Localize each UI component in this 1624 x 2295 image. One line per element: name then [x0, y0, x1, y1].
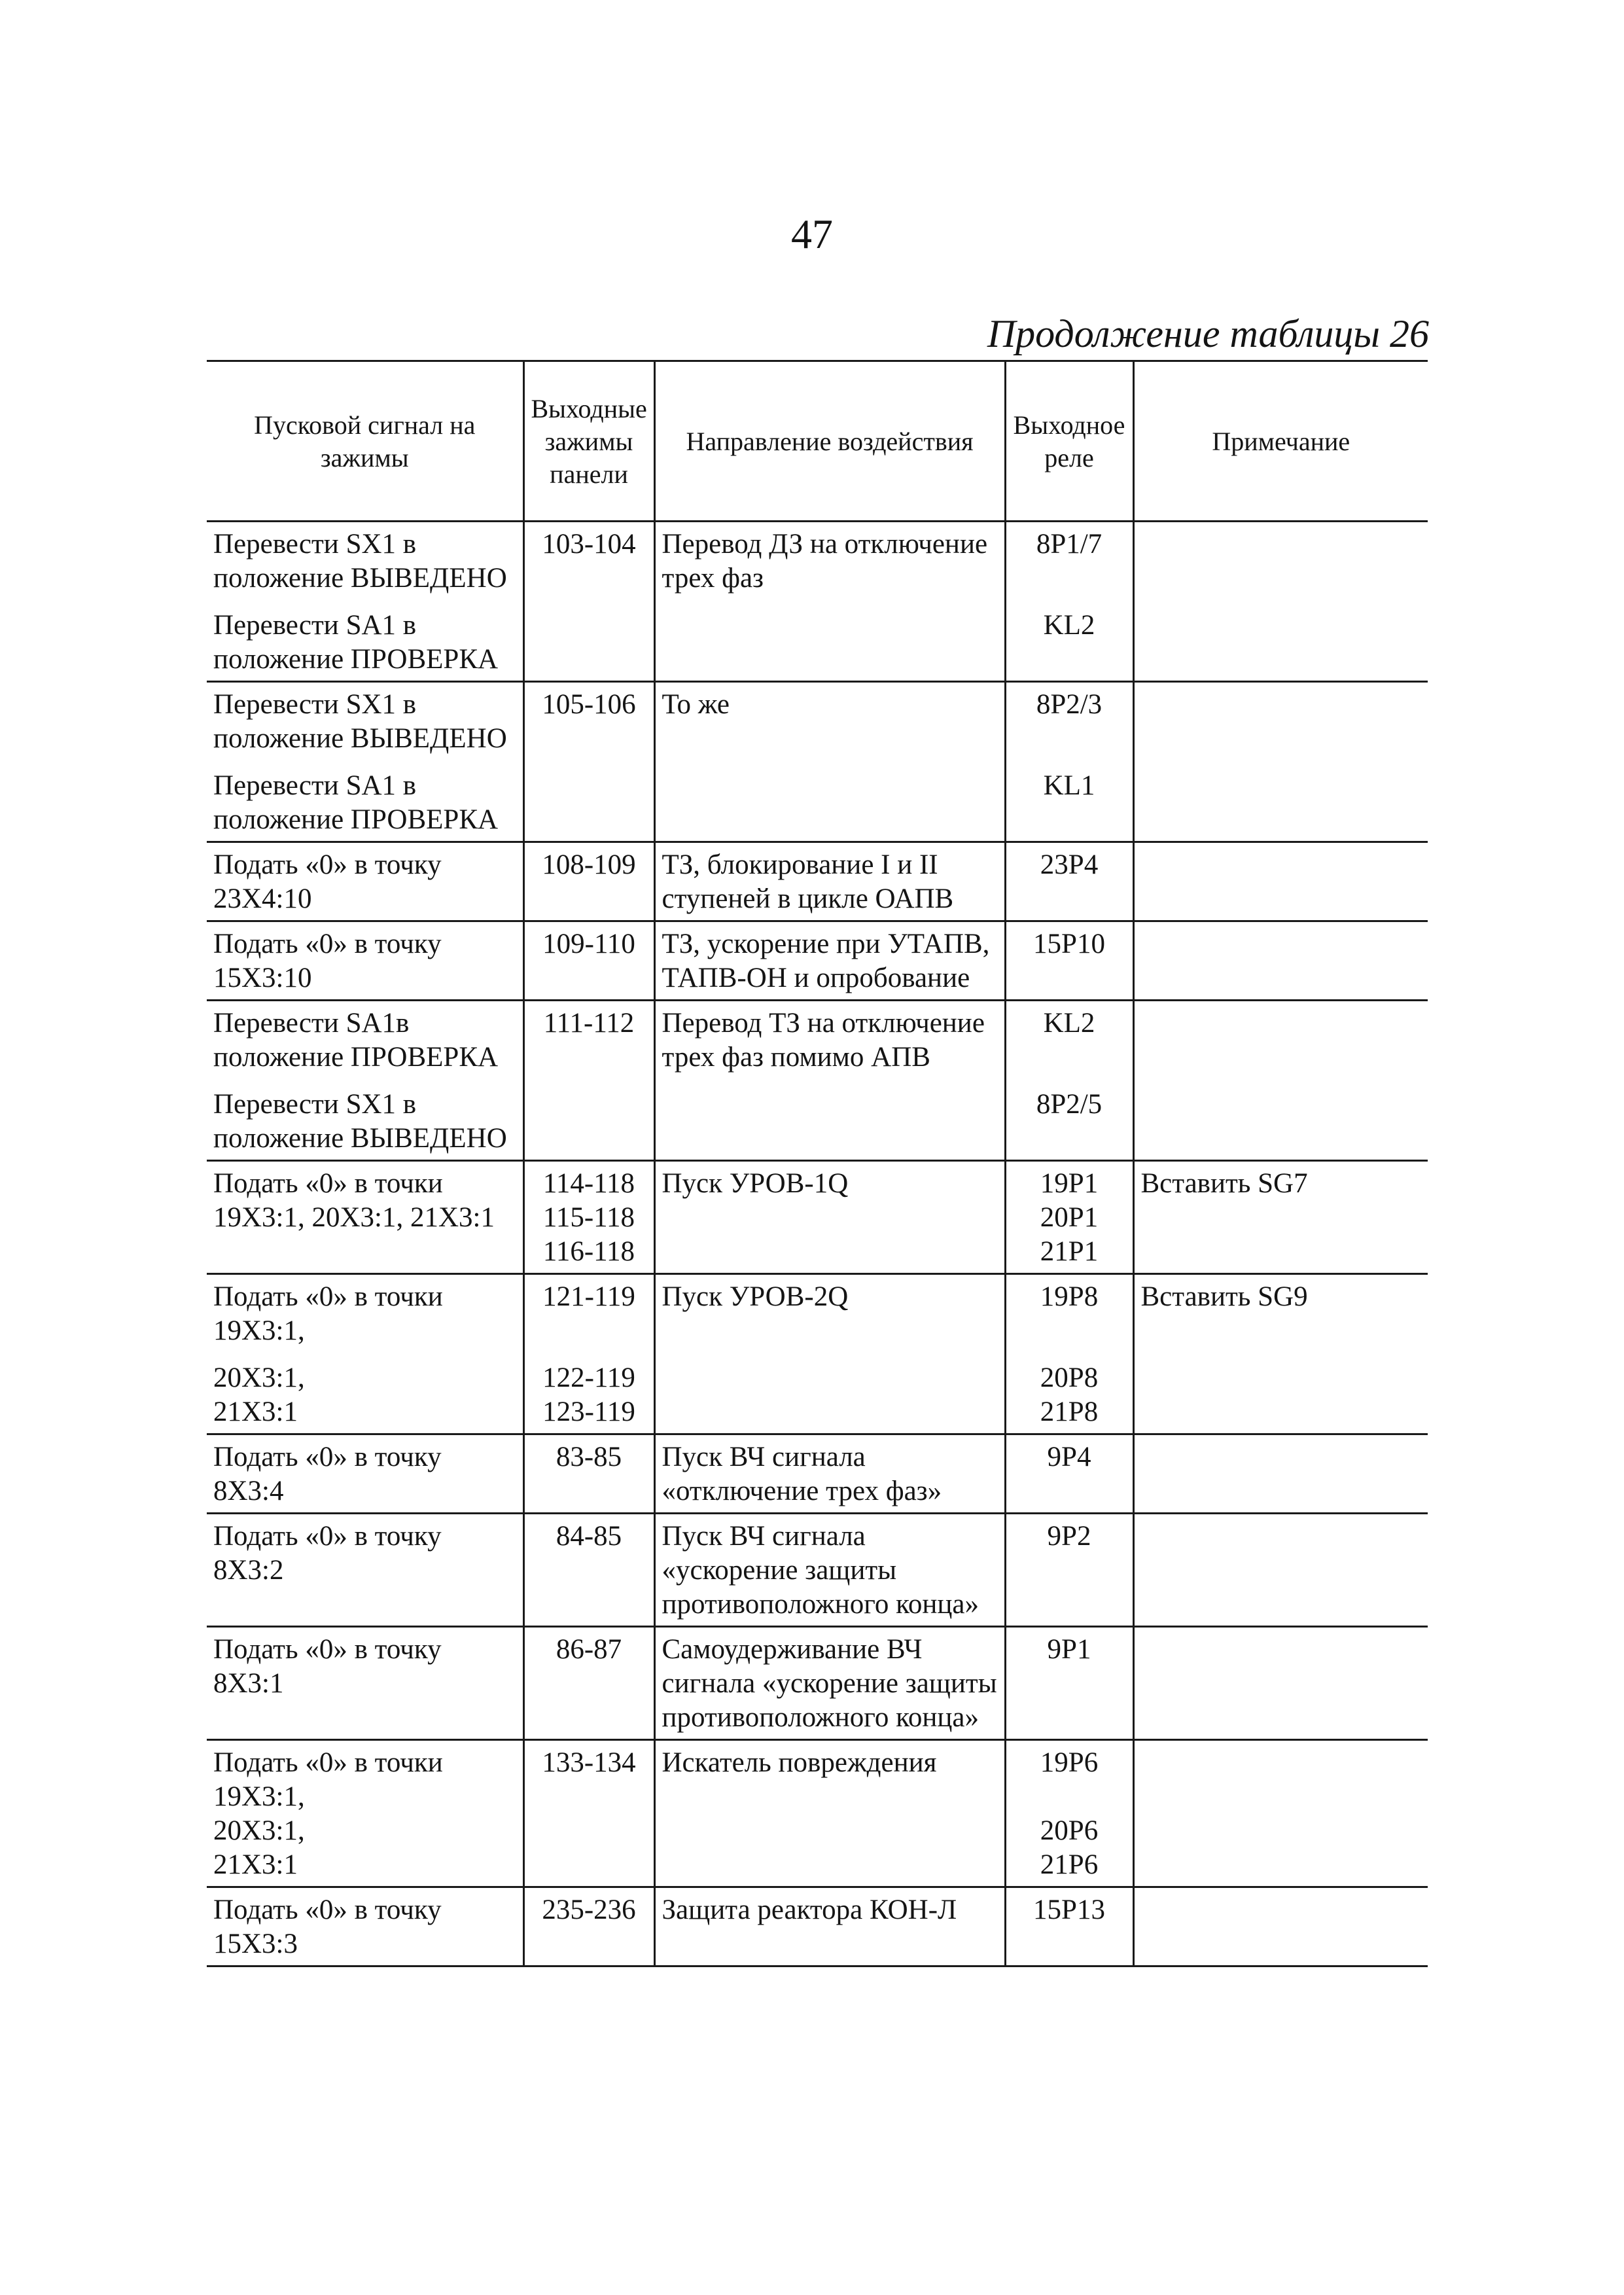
terminal-value: 86-87	[556, 1634, 622, 1665]
signal-line: Подать «0» в точку 8X3:2	[213, 1521, 442, 1586]
signal-cell	[207, 1740, 523, 1887]
action-cell: Пуск УРОВ-2Q	[654, 1274, 1005, 1434]
action-cell: Пуск ВЧ сигнала «ускорение защиты противоположного конца»	[654, 1514, 1005, 1627]
table-row	[207, 1740, 1428, 1887]
relay-value: 15Р10	[1033, 929, 1105, 959]
relay-value: 9Р1	[1047, 1634, 1091, 1665]
relay-cell	[1005, 522, 1133, 682]
signal-line: Подать «0» в точки 19X3:1,	[213, 1747, 443, 1812]
note-cell	[1133, 1514, 1428, 1627]
note-cell	[1133, 921, 1428, 1001]
table-row	[207, 921, 1428, 1001]
signal-line: Перевести SA1 в положение ПРОВЕРКА	[213, 770, 499, 835]
relay-cell	[1005, 1274, 1133, 1434]
terminals-cell	[523, 1434, 654, 1514]
terminals-cell	[523, 682, 654, 842]
action-cell: Пуск ВЧ сигнала «отключение трех фаз»	[654, 1434, 1005, 1514]
signal-line: 20X3:1,	[213, 1362, 305, 1393]
header-note: Примечание	[1133, 361, 1428, 522]
relay-value: 21Р8	[1040, 1397, 1099, 1427]
header-start-signal: Пусковой сигнал на зажимы	[207, 361, 523, 522]
action-cell: Пуск УРОВ-1Q	[654, 1161, 1005, 1274]
terminal-value: 116-118	[542, 1236, 635, 1267]
terminals-cell	[523, 842, 654, 921]
note-cell	[1133, 1001, 1428, 1161]
table-row	[207, 1001, 1428, 1161]
signal-line: Перевести SA1 в положение ПРОВЕРКА	[213, 610, 499, 675]
terminal-value: 235-236	[542, 1895, 636, 1925]
signal-line: Подать «0» в точку 8X3:4	[213, 1442, 442, 1506]
table-row	[207, 1434, 1428, 1514]
action-cell: ТЗ, ускорение при УТАПВ, ТАПВ-ОН и опробование	[654, 921, 1005, 1001]
note-cell	[1133, 1887, 1428, 1966]
terminals-cell	[523, 1274, 654, 1434]
relay-value: 9Р2	[1047, 1521, 1091, 1552]
table-row	[207, 1887, 1428, 1966]
terminal-value: 105-106	[542, 689, 636, 720]
relay-value: KL1	[1043, 770, 1095, 801]
table-row	[207, 522, 1428, 682]
signal-cell	[207, 1161, 523, 1274]
terminals-cell	[523, 1627, 654, 1740]
terminal-value: 114-118	[542, 1168, 635, 1199]
relay-cell	[1005, 842, 1133, 921]
terminals-cell	[523, 1161, 654, 1274]
table-row	[207, 1627, 1428, 1740]
terminal-value: 103-104	[542, 529, 636, 560]
signal-line: Подать «0» в точки 19X3:1,	[213, 1281, 443, 1346]
action-cell: Самоудерживание ВЧ сигнала «ускорение защиты противоположного конца»	[654, 1627, 1005, 1740]
header-action-direction: Направление воздействия	[654, 361, 1005, 522]
action-cell: Искатель повреждения	[654, 1740, 1005, 1887]
relay-value: 20Р6	[1040, 1815, 1099, 1846]
relay-value: 19Р1	[1040, 1168, 1099, 1199]
terminal-value: 121-119	[542, 1281, 635, 1312]
action-cell: Перевод ТЗ на отключение трех фаз помимо АПВ	[654, 1001, 1005, 1161]
signal-line: Подать «0» в точки 19X3:1, 20X3:1, 21X3:1	[213, 1168, 495, 1233]
relay-value: 15Р13	[1033, 1895, 1105, 1925]
table-row	[207, 842, 1428, 921]
terminal-value: 133-134	[542, 1747, 636, 1778]
relay-value: 21Р1	[1040, 1236, 1099, 1267]
relay-cell	[1005, 1161, 1133, 1274]
note-cell	[1133, 1627, 1428, 1740]
note-cell	[1133, 1434, 1428, 1514]
relay-value: 21Р6	[1040, 1849, 1099, 1880]
signal-cell	[207, 1274, 523, 1434]
terminal-value: 111-112	[543, 1008, 635, 1039]
relay-cell	[1005, 921, 1133, 1001]
terminal-value: 123-119	[542, 1397, 635, 1427]
header-output-terminals: Выходные зажимы панели	[523, 361, 654, 522]
signal-cell	[207, 1887, 523, 1966]
signal-cell	[207, 522, 523, 682]
signal-line: Перевести SX1 в положение ВЫВЕДЕНО	[213, 529, 507, 594]
signal-cell	[207, 1001, 523, 1161]
action-cell: Перевод ДЗ на отключение трех фаз	[654, 522, 1005, 682]
note-cell	[1133, 1740, 1428, 1887]
note-cell	[1133, 842, 1428, 921]
signal-cell	[207, 842, 523, 921]
signal-line: Подать «0» в точку 23X4:10	[213, 849, 442, 914]
relay-cell	[1005, 1887, 1133, 1966]
relay-cell	[1005, 1627, 1133, 1740]
signal-line: 20X3:1,	[213, 1815, 305, 1846]
table-continuation-label: Продолжение таблицы 26	[987, 312, 1429, 355]
relay-cell	[1005, 1740, 1133, 1887]
relay-cell	[1005, 1434, 1133, 1514]
signal-cell	[207, 1434, 523, 1514]
note-cell	[1133, 682, 1428, 842]
terminal-value: 108-109	[542, 849, 636, 880]
note-cell	[1133, 522, 1428, 682]
signal-line: Подать «0» в точку 15X3:10	[213, 929, 442, 993]
table-row	[207, 1161, 1428, 1274]
terminals-cell	[523, 1001, 654, 1161]
relay-value: 19Р6	[1040, 1747, 1099, 1778]
terminal-value: 122-119	[542, 1362, 635, 1393]
table-header-row	[207, 361, 1428, 522]
relay-value: 8Р2/5	[1036, 1089, 1103, 1120]
terminals-cell	[523, 1514, 654, 1627]
terminals-cell	[523, 921, 654, 1001]
signal-cell	[207, 682, 523, 842]
signal-line: Перевести SX1 в положение ВЫВЕДЕНО	[213, 689, 507, 754]
signal-cell	[207, 921, 523, 1001]
terminal-value: 109-110	[542, 929, 635, 959]
signal-line: Перевести SA1в положение ПРОВЕРКА	[213, 1008, 499, 1073]
note-cell: Вставить SG7	[1133, 1161, 1428, 1274]
relay-value: KL2	[1043, 1008, 1095, 1039]
terminal-value: 83-85	[556, 1442, 622, 1472]
signal-line: Перевести SX1 в положение ВЫВЕДЕНО	[213, 1089, 507, 1154]
relay-value: 20Р8	[1040, 1362, 1099, 1393]
terminal-value: 84-85	[556, 1521, 622, 1552]
relay-value: 20Р1	[1040, 1202, 1099, 1233]
page-number: 47	[791, 211, 833, 257]
terminals-cell	[523, 1887, 654, 1966]
terminal-value: 115-118	[542, 1202, 635, 1233]
terminals-cell	[523, 1740, 654, 1887]
signal-line: 21X3:1	[213, 1849, 298, 1880]
signal-cell	[207, 1627, 523, 1740]
relay-cell	[1005, 1001, 1133, 1161]
action-cell: ТЗ, блокирование I и II ступеней в цикле ОАПВ	[654, 842, 1005, 921]
action-cell: Защита реактора КОН-Л	[654, 1887, 1005, 1966]
relay-value: 19Р8	[1040, 1281, 1099, 1312]
note-cell: Вставить SG9	[1133, 1274, 1428, 1434]
relay-value: 9Р4	[1047, 1442, 1091, 1472]
signal-line: Подать «0» в точку 15X3:3	[213, 1895, 442, 1959]
header-output-relay: Выходное реле	[1005, 361, 1133, 522]
signal-line: 21X3:1	[213, 1397, 298, 1427]
relay-value: 23Р4	[1040, 849, 1099, 880]
action-cell: То же	[654, 682, 1005, 842]
relay-value: 8Р1/7	[1036, 529, 1103, 560]
relay-value: 8Р2/3	[1036, 689, 1103, 720]
relay-cell	[1005, 1514, 1133, 1627]
relay-cell	[1005, 682, 1133, 842]
relay-test-table	[207, 360, 1428, 1967]
table-row	[207, 1514, 1428, 1627]
signal-cell	[207, 1514, 523, 1627]
signal-line: Подать «0» в точку 8X3:1	[213, 1634, 442, 1699]
table-row	[207, 682, 1428, 842]
table-row	[207, 1274, 1428, 1434]
relay-value: KL2	[1043, 610, 1095, 641]
terminals-cell	[523, 522, 654, 682]
